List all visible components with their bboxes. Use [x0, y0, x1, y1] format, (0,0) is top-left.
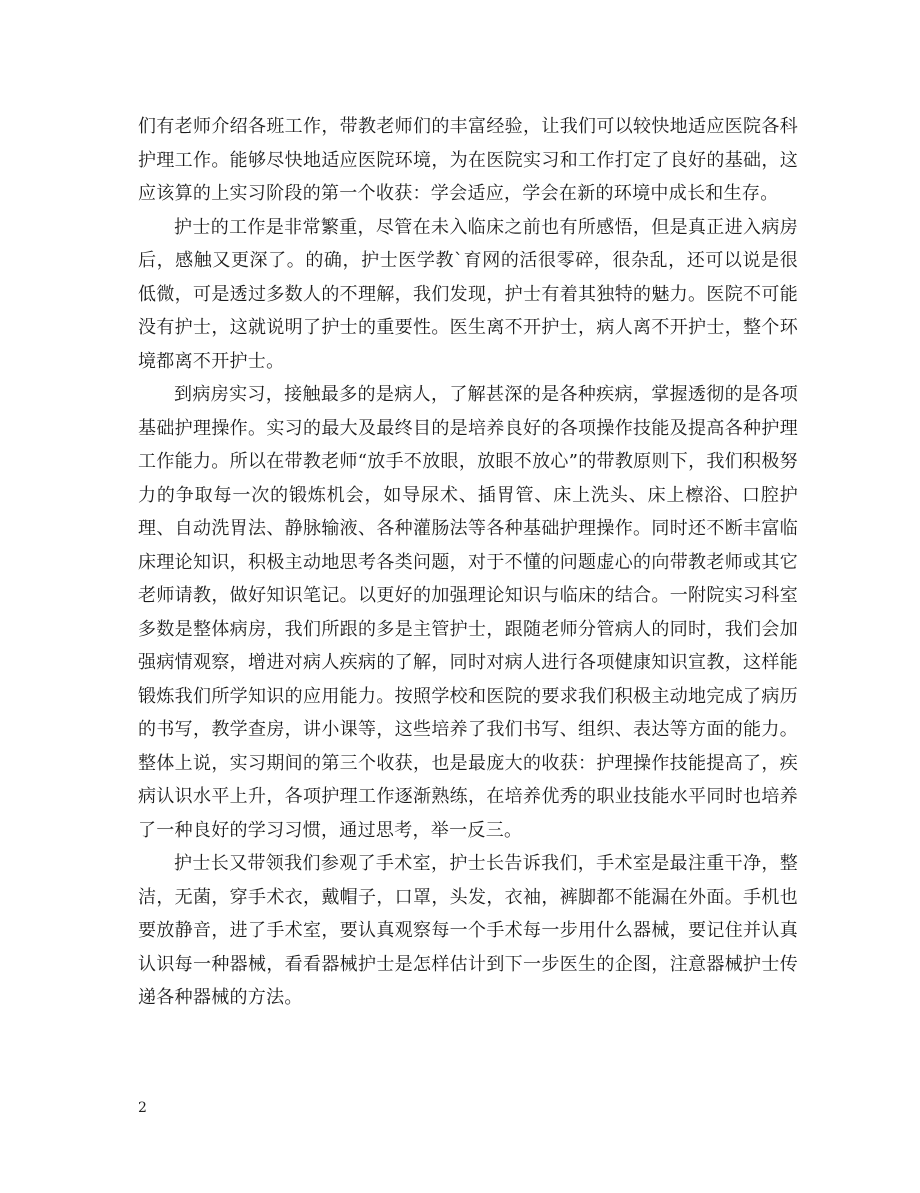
page-number: 2: [138, 1100, 147, 1116]
document-body: [138, 110, 798, 1015]
paragraph-operating-room: 护士长又带领我们参观了手术室，护士长告诉我们，手术室是最注重干净，整洁，无菌，穿手术衣，戴帽子，口罩，头发，衣袖，裤脚都不能漏在外面。手机也要放静音，进了手术室，要认真观察每一个手术每一步用什么器械，要记住并认真认识每一种器械，看看器械护士是怎样估计到下一步医生的企图，注意器械护士传递各种器械的方法。: [138, 853, 798, 1008]
paragraph-ward-practice: 到病房实习，接触最多的是病人，了解甚深的是各种疾病，掌握透彻的是各项基础护理操作。实习的最大及最终目的是培养良好的各项操作技能及提高各种护理工作能力。所以在带教老师“放手不放眼，放眼不放心”的带教原则下，我们积极努力的争取每一次的锻炼机会，如导尿术、插胃管、床上洗头、床上檫浴、口腔护理、自动洗胃法、静脉输液、各种灌肠法等各种基础护理操作。同时还不断丰富临床理论知识，积极主动地思考各类问题，对于不懂的问题虚心的向带教老师或其它老师请教，做好知识笔记。以更好的加强理论知识与临床的结合。一附院实习科室多数是整体病房，我们所跟的多是主管护士，跟随老师分管病人的同时，我们会加强病情观察，增进对病人疾病的了解，同时对病人进行各项健康知识宣教，这样能锻炼我们所学知识的应用能力。按照学校和医院的要求我们积极主动地完成了病历的书写，教学查房，讲小课等，这些培养了我们书写、组织、表达等方面的能力。整体上说，实习期间的第三个收获，也是最庞大的收获：护理操作技能提高了，疾病认识水平上升，各项护理工作逐渐熟练，在培养优秀的职业技能水平同时也培养了一种良好的学习习惯，通过思考，举一反三。: [138, 384, 798, 841]
paragraph-nurse-work: 护士的工作是非常繁重，尽管在未入临床之前也有所感悟，但是真正进入病房后，感触又更深了。的确，护士医学教`育网的活很零碎，很杂乱，还可以说是很低微，可是透过多数人的不理解，我们发现，护士有着其独特的魅力。医院不可能没有护士，这就说明了护士的重要性。医生离不开护士，病人离不开护士，整个环境都离不开护士。: [138, 216, 798, 372]
paragraph-continued: 们有老师介绍各班工作，带教老师们的丰富经验，让我们可以较快地适应医院各科护理工作。能够尽快地适应医院环境，为在医院实习和工作打定了良好的基础，这应该算的上实习阶段的第一个收获：学会适应，学会在新的环境中成长和生存。: [138, 116, 798, 204]
